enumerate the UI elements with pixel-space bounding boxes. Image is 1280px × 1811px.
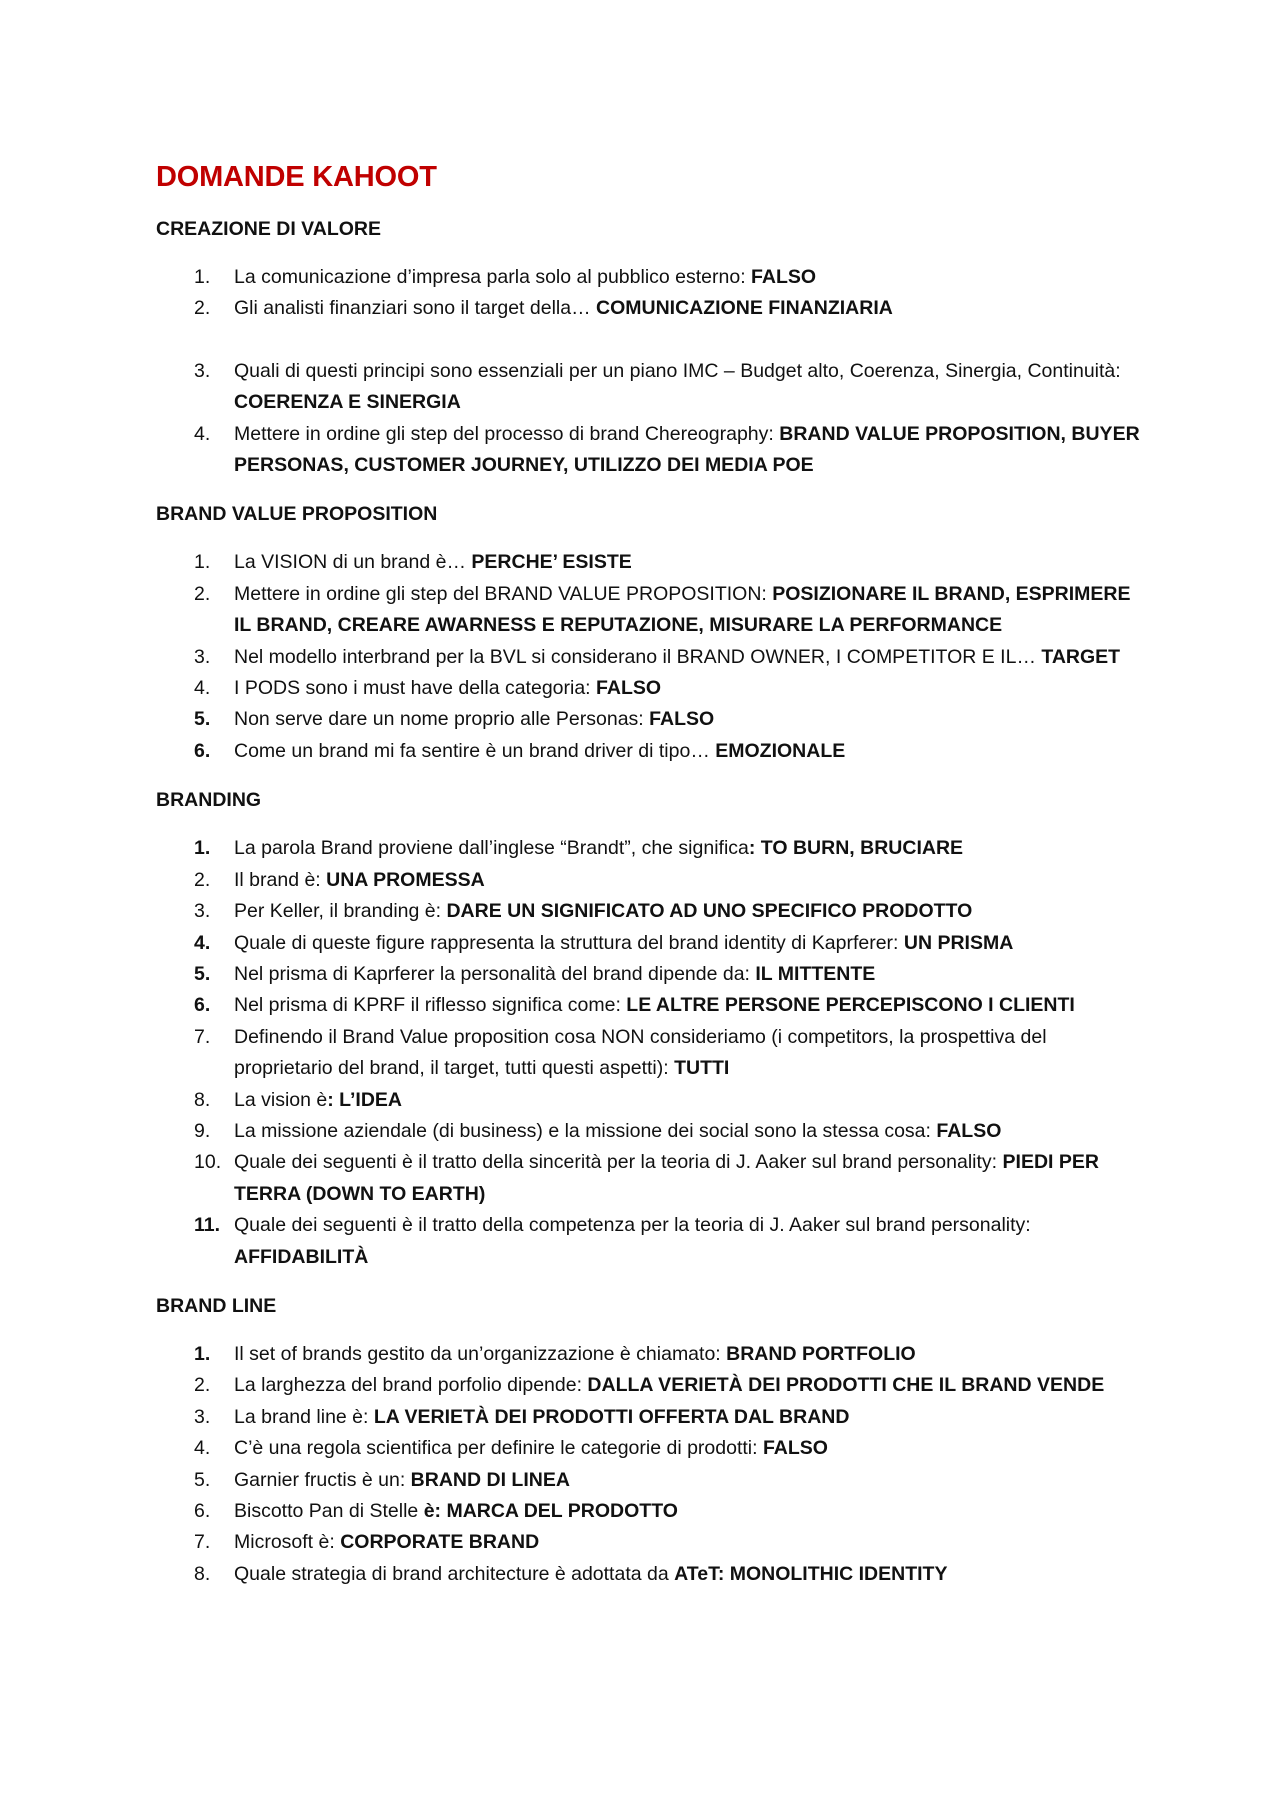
list-item: 2. Il brand è: UNA PROMESSA	[194, 868, 485, 891]
section-heading-creazione-di-valore: CREAZIONE DI VALORE	[156, 218, 381, 240]
list-item: 1. La VISION di un brand è… PERCHE’ ESISTE	[194, 551, 632, 574]
answer: UN PRISMA	[903, 931, 1014, 954]
list-item: 4. I PODS sono i must have della categoria: FALSO	[194, 677, 662, 700]
answer: BRAND PORTFOLIO	[726, 1342, 916, 1365]
document-body	[156, 158, 1146, 1608]
list-item: 6. Come un brand mi fa sentire è un brand driver di tipo… EMOZIONALE	[194, 739, 846, 762]
page-title: DOMANDE KAHOOT	[156, 161, 437, 193]
answer: TUTTI	[674, 1057, 730, 1080]
section-heading-branding: BRANDING	[156, 789, 262, 812]
list-item: 4. Quale di queste figure rappresenta la struttura del brand identity di Kaprferer: UN PRISMA	[194, 931, 1014, 954]
answer: PERCHE’ ESISTE	[471, 551, 632, 574]
answer: POSIZIONARE IL BRAND, ESPRIMERE IL BRAND, CREARE AWARNESS E REPUTAZIONE, MISURARE LA PERFORMANCE	[234, 582, 1131, 637]
list-item: 5. Nel prisma di Kaprferer la personalità del brand dipende da: IL MITTENTE	[194, 962, 876, 985]
section-heading-brand-value-proposition: BRAND VALUE PROPOSITION	[156, 503, 438, 526]
answer: FALSO	[762, 1437, 828, 1460]
answer: FALSO	[649, 708, 715, 731]
list-item: 6. Nel prisma di KPRF il riflesso significa come: LE ALTRE PERSONE PERCEPISCONO I CLIENTI	[194, 994, 1075, 1017]
list-item: 3. Per Keller, il branding è: DARE UN SIGNIFICATO AD UNO SPECIFICO PRODOTTO	[194, 900, 973, 923]
list-item: 8. La vision è: L’IDEA	[194, 1088, 402, 1111]
answer: BRAND VALUE PROPOSITION, BUYER PERSONAS, CUSTOMER JOURNEY, UTILIZZO DEI MEDIA POE	[234, 422, 1140, 477]
answer: IL MITTENTE	[755, 962, 876, 985]
list-item: 8. Quale strategia di brand architecture è adottata da ATeT: MONOLITHIC IDENTITY	[194, 1562, 948, 1585]
answer: COERENZA E SINERGIA	[234, 391, 461, 414]
list-item: 6. Biscotto Pan di Stelle è: MARCA DEL PRODOTTO	[194, 1500, 678, 1522]
answer: ATeT: MONOLITHIC IDENTITY	[674, 1562, 948, 1585]
list-item: 2. Mettere in ordine gli step del BRAND VALUE PROPOSITION: POSIZIONARE IL BRAND, ESPRIMERE IL BRAND, CREARE AWARNESS E REPUTAZIONE, MISURARE LA PERFORMANCE	[194, 582, 1131, 637]
list-item: 5. Garnier fructis è un: BRAND DI LINEA	[194, 1468, 570, 1491]
question-list-brand-value-proposition	[156, 547, 1146, 767]
answer: COMUNICAZIONE FINANZIARIA	[596, 297, 893, 320]
list-item: 7. Definendo il Brand Value proposition cosa NON consideriamo (i competitors, la prospettiva del proprietario del brand, il target, tutti questi aspetti): TUTTI	[194, 1025, 1047, 1080]
list-item: 5. Non serve dare un nome proprio alle Personas: FALSO	[194, 708, 715, 731]
answer: DARE UN SIGNIFICATO AD UNO SPECIFICO PRODOTTO	[446, 900, 973, 923]
list-item: 3. La brand line è: LA VERIETÀ DEI PRODOTTI OFFERTA DAL BRAND	[194, 1405, 850, 1428]
answer: LE ALTRE PERSONE PERCEPISCONO I CLIENTI	[626, 994, 1075, 1017]
list-item: 3. Quali di questi principi sono essenziali per un piano IMC – Budget alto, Coerenza, Sinergia, Continuità: COERENZA E SINERGIA	[194, 359, 1121, 414]
question-list-branding	[156, 833, 1146, 1273]
list-item: 1. La comunicazione d’impresa parla solo al pubblico esterno: FALSO	[194, 266, 817, 288]
section-heading-brand-line: BRAND LINE	[156, 1294, 277, 1317]
list-item: 11. Quale dei seguenti è il tratto della competenza per la teoria di J. Aaker sul brand personality: AFFIDABILITÀ	[194, 1214, 1031, 1268]
answer: UNA PROMESSA	[326, 868, 485, 891]
list-item: 2. La larghezza del brand porfolio dipende: DALLA VERIETÀ DEI PRODOTTI CHE IL BRAND VENDE	[194, 1374, 1105, 1397]
list-item: 4. C’è una regola scientifica per definire le categorie di prodotti: FALSO	[194, 1437, 828, 1460]
answer: è: MARCA DEL PRODOTTO	[423, 1500, 678, 1522]
list-item: 9. La missione aziendale (di business) e la missione dei social sono la stessa cosa: FALSO	[194, 1119, 1002, 1142]
list-item: 7. Microsoft è: CORPORATE BRAND	[194, 1531, 540, 1554]
answer: FALSO	[751, 266, 817, 288]
answer: EMOZIONALE	[715, 739, 846, 762]
answer: FALSO	[596, 677, 662, 700]
answer: BRAND DI LINEA	[410, 1468, 570, 1491]
answer: DALLA VERIETÀ DEI PRODOTTI CHE IL BRAND VENDE	[587, 1374, 1105, 1397]
list-item: 3. Nel modello interbrand per la BVL si considerano il BRAND OWNER, I COMPETITOR E IL… TARGET	[194, 645, 1121, 668]
answer: CORPORATE BRAND	[340, 1531, 540, 1554]
question-list-creazione-di-valore	[156, 262, 1146, 481]
answer: : L’IDEA	[327, 1088, 402, 1111]
answer: TARGET	[1041, 645, 1121, 668]
list-item: 10. Quale dei seguenti è il tratto della sincerità per la teoria di J. Aaker sul brand personality: PIEDI PER TERRA (DOWN TO EARTH)	[194, 1151, 1099, 1205]
list-item: 4. Mettere in ordine gli step del processo di brand Chereography: BRAND VALUE PROPOSITION, BUYER PERSONAS, CUSTOMER JOURNEY, UTILIZZO DEI MEDIA POE	[194, 422, 1140, 477]
answer: : TO BURN, BRUCIARE	[748, 837, 964, 860]
list-item: 2. Gli analisti finanziari sono il target della… COMUNICAZIONE FINANZIARIA	[194, 297, 893, 320]
question-list-brand-line	[156, 1339, 1146, 1590]
list-item: 1. La parola Brand proviene dall’inglese “Brandt”, che significa: TO BURN, BRUCIARE	[194, 837, 964, 860]
answer: AFFIDABILITÀ	[234, 1245, 369, 1268]
answer: LA VERIETÀ DEI PRODOTTI OFFERTA DAL BRAND	[373, 1405, 850, 1428]
answer: FALSO	[936, 1119, 1002, 1142]
answer: PIEDI PER TERRA (DOWN TO EARTH)	[234, 1151, 1099, 1205]
list-item: 1. Il set of brands gestito da un’organizzazione è chiamato: BRAND PORTFOLIO	[194, 1342, 916, 1365]
